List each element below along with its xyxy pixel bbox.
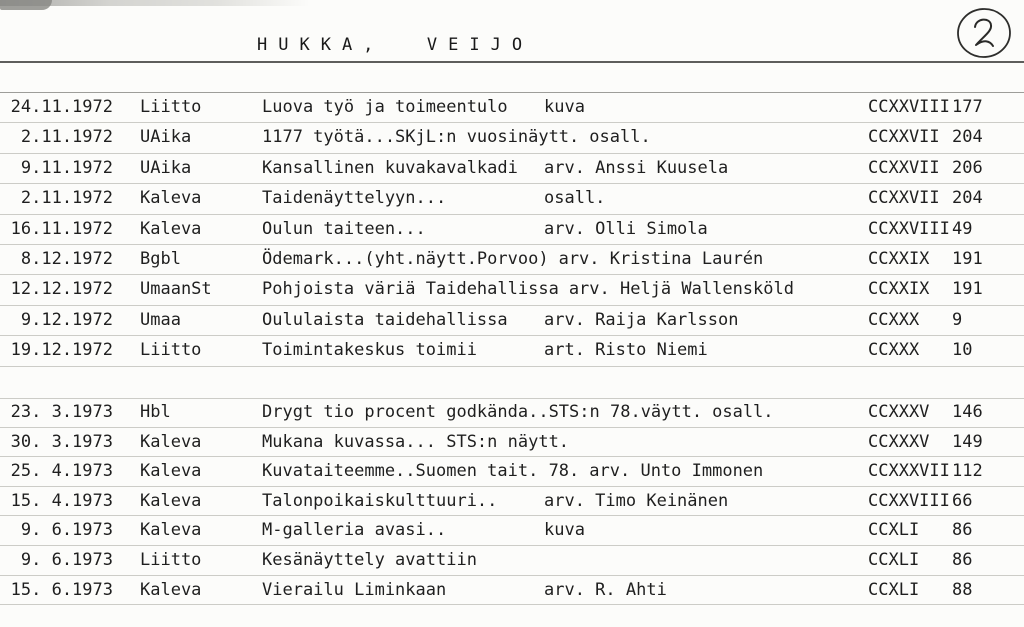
entry-date: 9.11.1972 [10, 157, 113, 178]
entry-note: arv. Unto Immonen [589, 461, 764, 482]
entry-source: Kaleva [140, 431, 202, 452]
entry-volume: CCXLI [868, 549, 920, 570]
entry-volume: CCXXXVII [868, 461, 950, 482]
entry-note: kuva [544, 97, 585, 117]
entry-title: Kesänäyttely avattiin [262, 549, 477, 570]
entry-title: Pohjoista väriä Taidehallissa [262, 279, 559, 300]
table-row [0, 428, 1024, 458]
entry-page: 86 [952, 549, 973, 570]
table-row [0, 336, 1024, 366]
entry-note: arv. Olli Simola [544, 218, 708, 239]
entry-page: 204 [952, 127, 983, 148]
handwritten-digit-2 [975, 20, 993, 46]
entry-detail [262, 245, 763, 274]
entry-source: Umaa [140, 309, 181, 330]
entry-page: 204 [952, 188, 983, 209]
table-row [0, 516, 1024, 546]
entry-source: Liitto [140, 340, 202, 361]
entry-title: Drygt tio procent godkända..STS:n 78.väytt. [262, 402, 703, 422]
table-row [0, 154, 1024, 184]
table-row [0, 184, 1024, 214]
entry-detail [262, 123, 651, 152]
entry-date: 12.12.1972 [10, 279, 113, 300]
entry-detail [262, 398, 774, 427]
entry-title: M-galleria avasi.. [262, 520, 447, 541]
entry-source: Hbl [140, 402, 171, 422]
entry-page: 191 [952, 248, 983, 269]
entry-title: Ödemark...(yht.näytt.Porvoo) [262, 248, 549, 269]
entry-detail [262, 516, 585, 545]
entry-page: 149 [952, 431, 983, 452]
entry-note: osall. [544, 188, 606, 209]
entry-title: Toimintakeskus toimii [262, 340, 477, 361]
entry-date: 24.11.1972 [10, 97, 113, 117]
entry-note: arv. Timo Keinänen [544, 490, 729, 511]
entry-detail [262, 275, 794, 304]
entry-detail [262, 184, 605, 213]
entry-source: Liitto [140, 549, 202, 570]
entry-volume: CCXXXV [868, 431, 930, 452]
entry-note: arv. Heljä Wallensköld [568, 279, 794, 300]
entry-volume: CCXXVII [868, 157, 940, 178]
entry-source: Kaleva [140, 579, 202, 600]
entry-source: Liitto [140, 97, 202, 117]
entry-page: 177 [952, 97, 983, 117]
entries-1973 [0, 398, 1024, 605]
entry-date: 2.11.1972 [10, 127, 113, 148]
table-row [0, 546, 1024, 576]
entry-volume: CCXXVII [868, 127, 940, 148]
entry-page: 9 [952, 309, 963, 330]
entry-date: 9. 6.1973 [10, 520, 113, 541]
entry-volume: CCXLI [868, 579, 920, 600]
entry-volume: CCXXIX [868, 279, 930, 300]
entry-source: Kaleva [140, 218, 202, 239]
entry-detail [262, 93, 585, 122]
entries-1972 [0, 93, 1024, 367]
entry-date: 9. 6.1973 [10, 549, 113, 570]
entry-note: kuva [544, 520, 585, 541]
entry-page: 66 [952, 490, 973, 511]
entry-title: Kansallinen kuvakavalkadi [262, 157, 518, 178]
entry-date: 9.12.1972 [10, 309, 113, 330]
entry-note: osall. [589, 127, 651, 148]
entry-source: UAika [140, 127, 192, 148]
entry-title: Vierailu Liminkaan [262, 579, 447, 600]
entry-page: 88 [952, 579, 973, 600]
table-row [0, 245, 1024, 275]
entry-volume: CCXXIX [868, 248, 930, 269]
entry-note: osall. [712, 402, 774, 422]
entry-note: arv. Kristina Laurén [558, 248, 764, 269]
circle-icon [953, 4, 1015, 62]
table-row [0, 306, 1024, 336]
entry-title: Kuvataiteemme..Suomen tait. 78. [262, 461, 580, 482]
table-row [0, 487, 1024, 517]
entry-source: UmaanSt [140, 279, 212, 300]
entry-page: 49 [952, 218, 973, 239]
handwritten-page-number [953, 4, 1015, 62]
table-row [0, 93, 1024, 123]
entry-title: Taidenäyttelyyn... [262, 188, 447, 209]
entry-date: 23. 3.1973 [10, 402, 113, 422]
entry-source: Kaleva [140, 461, 202, 482]
entry-date: 16.11.1972 [10, 218, 113, 239]
entry-volume: CCXXVIII [868, 218, 950, 239]
entry-date: 8.12.1972 [10, 248, 113, 269]
scan-corner-artifact [0, 0, 52, 10]
entry-title: 1177 työtä...SKjL:n vuosinäytt. [262, 127, 580, 148]
entry-detail [262, 576, 667, 605]
entry-source: Kaleva [140, 520, 202, 541]
entry-date: 30. 3.1973 [10, 431, 113, 452]
entry-date: 15. 6.1973 [10, 579, 113, 600]
entry-detail [262, 336, 708, 365]
table-row [0, 275, 1024, 305]
entry-page: 10 [952, 340, 973, 361]
table-row [0, 457, 1024, 487]
page-title: HUKKA, VEIJO [257, 35, 534, 55]
table-row [0, 398, 1024, 428]
entry-page: 86 [952, 520, 973, 541]
entry-detail [262, 428, 579, 457]
entry-title: Talonpoikaiskulttuuri.. [262, 490, 498, 511]
entry-detail [262, 154, 728, 183]
entry-page: 112 [952, 461, 983, 482]
entry-source: Bgbl [140, 248, 181, 269]
entry-volume: CCXXX [868, 309, 920, 330]
entry-title: Oulun taiteen... [262, 218, 426, 239]
entry-date: 2.11.1972 [10, 188, 113, 209]
entry-detail [262, 215, 708, 244]
entry-volume: CCXXVIII [868, 97, 950, 117]
table-row [0, 576, 1024, 606]
entry-source: UAika [140, 157, 192, 178]
entry-detail [262, 306, 738, 335]
entry-note: arv. Raija Karlsson [544, 309, 739, 330]
entry-title: Mukana kuvassa... STS:n näytt. [262, 431, 570, 452]
table-row [0, 215, 1024, 245]
entry-volume: CCXXX [868, 340, 920, 361]
entry-source: Kaleva [140, 490, 202, 511]
entry-volume: CCXLI [868, 520, 920, 541]
entry-note: arv. R. Ahti [544, 579, 667, 600]
entry-note: arv. Anssi Kuusela [544, 157, 729, 178]
entry-detail [262, 546, 544, 575]
section-gap [0, 366, 1024, 399]
entry-detail [262, 487, 728, 516]
entry-title: Oululaista taidehallissa [262, 309, 508, 330]
entry-date: 15. 4.1973 [10, 490, 113, 511]
entry-date: 19.12.1972 [10, 340, 113, 361]
entry-volume: CCXXVIII [868, 490, 950, 511]
header-rule-top [0, 61, 1024, 63]
entry-volume: CCXXXV [868, 402, 930, 422]
entry-title: Luova työ ja toimeentulo [262, 97, 508, 117]
entry-date: 25. 4.1973 [10, 461, 113, 482]
entry-page: 206 [952, 157, 983, 178]
entry-detail [262, 457, 763, 486]
table-row [0, 123, 1024, 153]
entry-page: 191 [952, 279, 983, 300]
entry-volume: CCXXVII [868, 188, 940, 209]
entry-source: Kaleva [140, 188, 202, 209]
entry-note: art. Risto Niemi [544, 340, 708, 361]
entry-page: 146 [952, 402, 983, 422]
